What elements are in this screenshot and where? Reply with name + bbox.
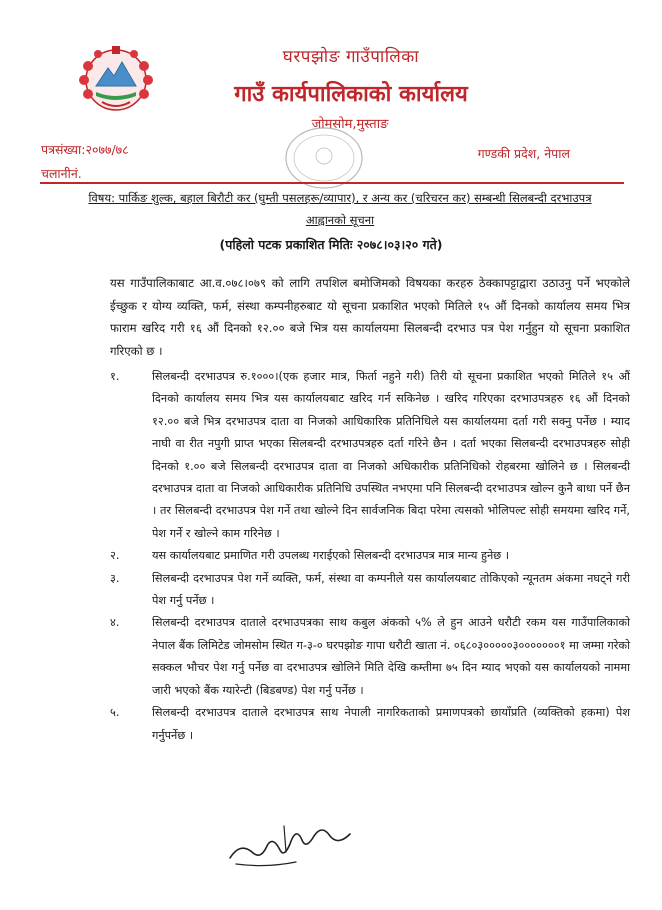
- notice-subject: विषय: पार्किङ शुल्क, बहाल बिरौटी कर (घुम्ती पसलहरू/व्यापार), र अन्य कर (चरिचरन कर) सम्बन्धी सिलबन्दी दरभाउपत्र आह्वानको सूचना: [88, 191, 592, 227]
- province-name: गण्डकी प्रदेश, नेपाल: [477, 146, 570, 161]
- intro-paragraph: यस गाउँपालिकाबाट आ.व.०७८।०७९ को लागि तपशिल बमोजिमको विषयका करहरु ठेक्कापट्टाद्वारा उठाउनु पर्ने भएकोले ईच्छुक र योग्य व्यक्ति, फर्म, संस्था कम्पनीहरुबाट यो सूचना प्रकाशित भएको मितिले १५ औं दिनको कार्यालय समय भित्र फाराम खरिद गरी १६ औं दिनको १२.०० बजे भित्र यस कार्यालयमा सिलबन्दी दरभाउ पत्र पेश गर्नुहुन यो सूचना प्रकाशित गरिएको छ ।: [110, 276, 630, 358]
- item-text: यस कार्यालयबाट प्रमाणित गरी उपलब्ध गराईएको सिलबन्दी दरभाउपत्र मात्र मान्य हुनेछ ।: [152, 549, 510, 563]
- list-item: [110, 568, 630, 613]
- list-item: [110, 612, 630, 702]
- signature: [226, 806, 356, 876]
- office-name: गाउँ कार्यपालिकाको कार्यालय: [234, 82, 468, 107]
- item-number: ३.: [110, 571, 120, 585]
- published-date: (पहिलो पटक प्रकाशित मितिः २०७८।०३।२० गते): [219, 237, 443, 252]
- conditions-list: [110, 366, 630, 747]
- header-divider: [40, 182, 624, 184]
- reference-number: पत्रसंख्या:२०७७/७८: [41, 142, 129, 157]
- item-text: सिलबन्दी दरभाउपत्र दाताले दरभाउपत्रका साथ कबुल अंकको ५% ले हुन आउने धरौटी रकम यस गाउँपालिकाको नेपाल बैंक लिमिटेड जोमसोम स्थित ग-३-० घरपझोङ गापा धरौटी खाता नं. ०६८०३०००००३०००००००१ मा जम्मा गरेको सक्कल भौचर पेश गर्नु पर्नेछ वा दरभाउपत्र खोलिने मिति देखि कम्तीमा ७५ दिन म्याद भएको यस कार्यालयको नाममा जारी भएको बैंक ग्यारेन्टी (बिडबण्ड) पेश गर्नु पर्नेछ ।: [152, 616, 630, 697]
- office-location: जोमसोम,मुस्ताङ: [311, 117, 389, 132]
- item-text: सिलबन्दी दरभाउपत्र रु.१०००।(एक हजार मात्र, फिर्ता नहुने गरी) तिरी यो सूचना प्रकाशित भएको मितिले १५ औं दिनको कार्यालय समय भित्र यस कार्यालयबाट खरिद गर्न सकिनेछ । खरिद गरिएका दरभाउपत्रहरु १६ औं दिनको १२.०० बजे भित्र दरभाउपत्र दाता वा निजको आधिकारिक प्रतिनिधिले यस कार्यालयमा दर्ता गरी सक्नु पर्नेछ । म्याद नाघी वा रीत नपुगी प्राप्त भएका सिलबन्दी दरभाउपत्रहरु दर्ता गरिने छैन । दर्ता भएका सिलबन्दी दरभाउपत्रहरु सोही दिनको १.०० बजे सिलबन्दी दरभाउपत्र दाता वा निजको अधिकारीक प्रतिनिधिको रोहबरमा खोलिने छ । सिलबन्दी दरभाउपत्र दाता वा निजको आधिकारीक प्रतिनिधि उपस्थित नभएमा पनि सिलबन्दी दरभाउपत्र खोल्न कुनै बाधा पर्ने छैन । तर सिलबन्दी दरभाउपत्र पेश गर्ने तथा खोल्ने दिन सार्वजनिक बिदा परेमा त्यसको भोलिपल्ट सोही समयमा खरिद गर्ने, पेश गर्ने र खोल्ने काम गरिनेछ ।: [152, 370, 630, 540]
- item-number: १.: [110, 370, 120, 383]
- dispatch-number: चलानीनं.: [41, 166, 82, 181]
- list-item: [110, 702, 630, 747]
- item-number: ४.: [110, 616, 120, 630]
- list-item: [110, 545, 630, 567]
- list-item: [110, 366, 630, 545]
- rural-municipality-name: घरपझोङ गाउँपालिका: [282, 47, 420, 67]
- item-text: सिलबन्दी दरभाउपत्र दाताले दरभाउपत्र साथ नेपाली नागरिकताको प्रमाणपत्रको छायाँप्रति (व्यक्तिको हकमा) पेश गर्नुपर्नेछ ।: [152, 706, 630, 742]
- item-number: २.: [110, 549, 120, 563]
- item-text: सिलबन्दी दरभाउपत्र पेश गर्ने व्यक्ति, फर्म, संस्था वा कम्पनीले यस कार्यालयबाट तोकिएको न्यूनतम अंकमा नघट्ने गरी पेश गर्नु पर्नेछ ।: [152, 571, 630, 608]
- item-number: ५.: [110, 706, 120, 720]
